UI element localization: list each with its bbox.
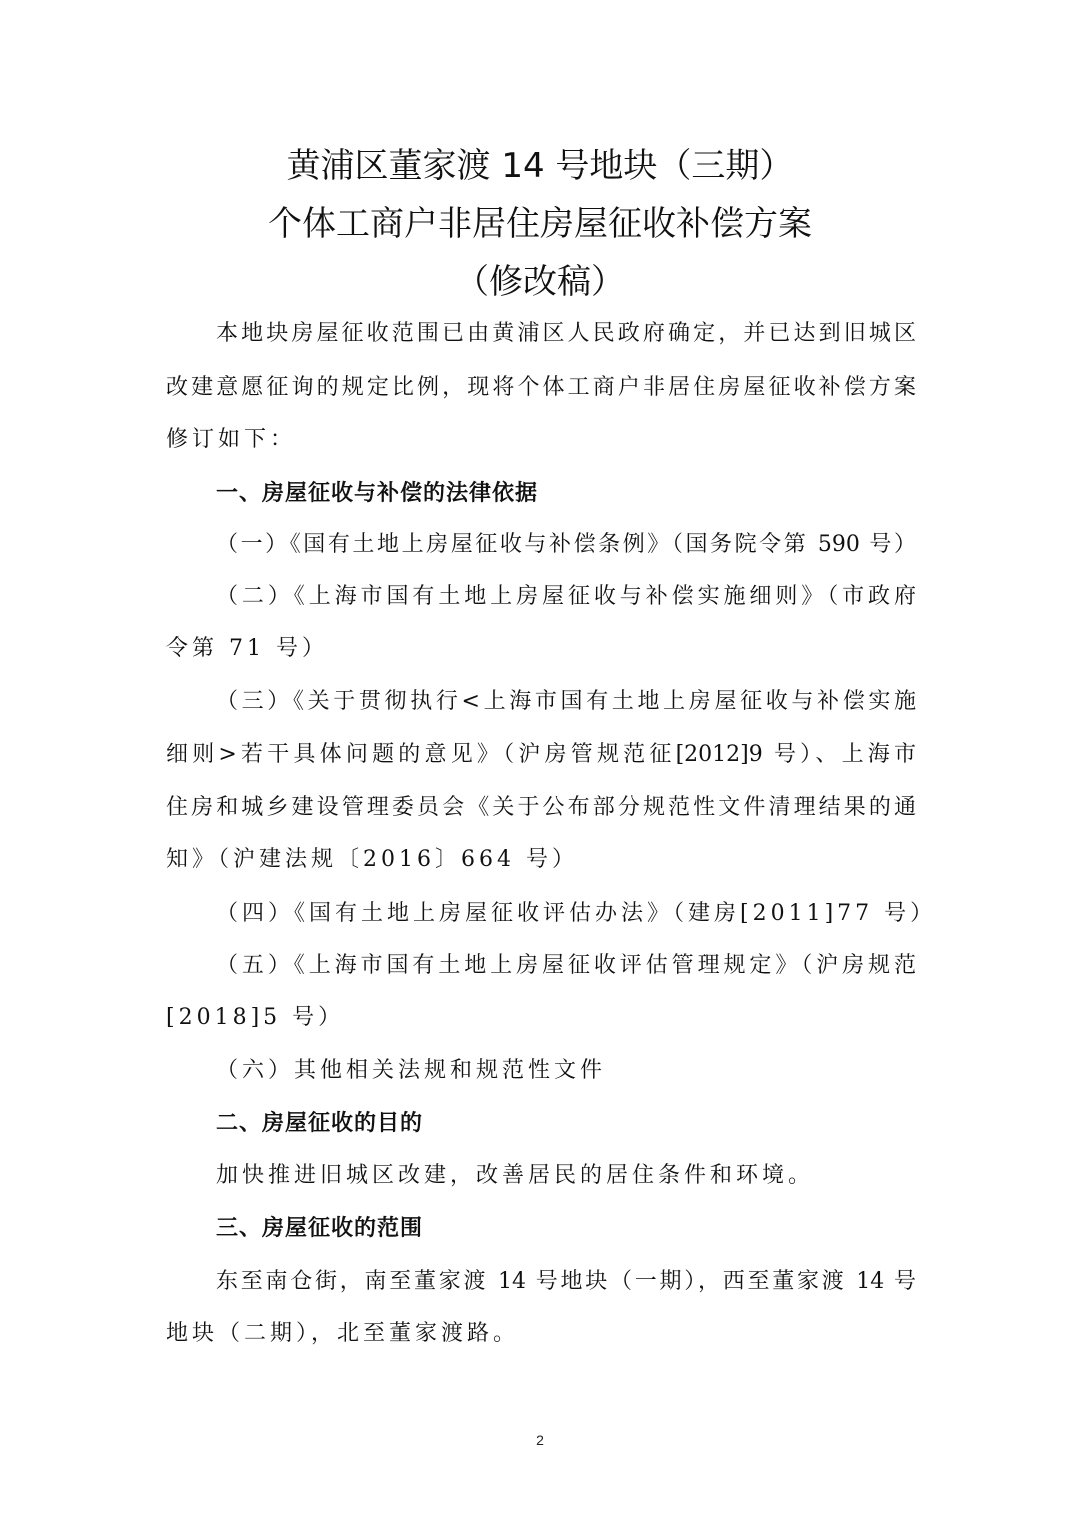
section-3-body-line-1: 东至南仓街，南至董家渡 14 号地块（一期），西至董家渡 14 号 [216, 1269, 916, 1294]
section-1-item-3-line-3: 住房和城乡建设管理委员会《关于公布部分规范性文件清理结果的通 [166, 795, 916, 820]
page-number: 2 [536, 1432, 544, 1448]
document-title-line-2: 个体工商户非居住房屋征收补偿方案 [268, 204, 812, 244]
section-2-heading: 二、房屋征收的目的 [216, 1111, 424, 1136]
section-1-heading: 一、房屋征收与补偿的法律依据 [216, 481, 539, 506]
section-3-heading: 三、房屋征收的范围 [216, 1216, 424, 1241]
section-1-item-6: （六）其他相关法规和规范性文件 [216, 1058, 607, 1083]
intro-line-3: 修订如下： [166, 427, 297, 452]
document-title-line-3: （修改稿） [455, 262, 625, 302]
section-2-body: 加快推进旧城区改建，改善居民的居住条件和环境。 [216, 1163, 815, 1188]
section-1-item-1: （一）《国有土地上房屋征收与补偿条例》（国务院令第 590 号） [216, 532, 916, 557]
section-1-item-2-line-2: 令第 71 号） [166, 636, 328, 661]
intro-line-2: 改建意愿征询的规定比例，现将个体工商户非居住房屋征收补偿方案 [166, 375, 916, 400]
section-1-item-3-line-1: （三）《关于贯彻执行<上海市国有土地上房屋征收与补偿实施 [216, 689, 916, 714]
section-1-item-3-line-4: 知》（沪建法规〔2016〕664 号） [166, 847, 578, 872]
section-1-item-5-line-1: （五）《上海市国有土地上房屋征收评估管理规定》（沪房规范 [216, 953, 916, 978]
section-1-item-3-line-2: 细则>若干具体问题的意见》（沪房管规范征[2012]9 号）、上海市 [166, 742, 916, 767]
section-1-item-5-line-2: [2018]5 号） [166, 1005, 345, 1030]
section-3-body-line-2: 地块（二期），北至董家渡路。 [166, 1321, 520, 1346]
document-title-line-1: 黄浦区董家渡 14 号地块（三期） [286, 146, 794, 186]
section-1-item-2-line-1: （二）《上海市国有土地上房屋征收与补偿实施细则》（市政府 [216, 584, 916, 609]
intro-line-1: 本地块房屋征收范围已由黄浦区人民政府确定，并已达到旧城区 [216, 321, 916, 346]
section-1-item-4: （四）《国有土地上房屋征收评估办法》（建房[2011]77 号） [216, 901, 937, 926]
